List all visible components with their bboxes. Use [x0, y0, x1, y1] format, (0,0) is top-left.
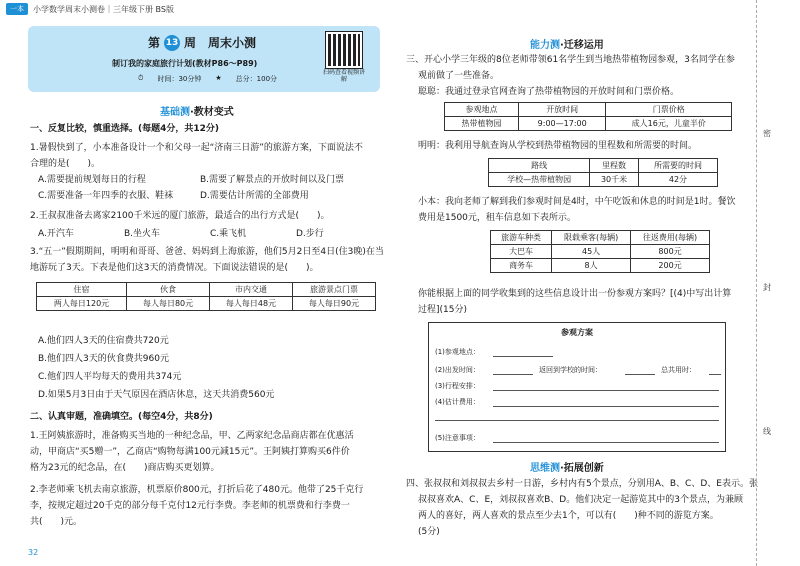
table-header-cell: 门票价格 — [606, 103, 732, 117]
part1-heading: 一、反复比较，慎重选择。(每题4分，共12分) — [30, 124, 220, 134]
plan-item-location: (1)参观地点： — [435, 348, 480, 356]
q1-text-line1: 1.暑假快到了，小本准备设计一个和父母一起“济南三日游”的旅游方案，下面说法不 — [30, 143, 363, 153]
garden-info-table — [444, 102, 732, 131]
total-score: 总分：100分 — [235, 75, 278, 83]
gutter-mark-1: 密 — [763, 129, 771, 138]
table-header-cell: 伙食 — [127, 283, 210, 297]
clock-icon: ⏱ — [138, 74, 144, 82]
q2-option-b: B.坐火车 — [124, 229, 161, 239]
table-cell: 30千米 — [590, 173, 639, 187]
ability-section-sub: ·迁移运用 — [560, 40, 604, 51]
gutter-mark-2: 封 — [763, 283, 771, 292]
table-header-cell: 旅游车种类 — [491, 231, 552, 245]
p3-question-line2: 过程](15分) — [418, 305, 467, 315]
p3-line2: 观前做了一些准备。 — [418, 71, 500, 81]
table-row — [445, 117, 732, 131]
p2q1-line3: 格为23元的纪念品，在( )商店购买更划算。 — [30, 463, 220, 473]
plan-item-duration: 总共用时： — [661, 366, 696, 374]
q3-option-d: D.如果5月3日由于天气原因在酒店休息，这天共消费560元 — [38, 390, 275, 400]
table-cell: 42分 — [638, 173, 717, 187]
p4-line1: 四、张叔叔和刘叔叔去乡村一日游，乡村内有5个景点，分别用A、B、C、D、E表示。张 — [406, 479, 758, 489]
plan-blank-cost-1[interactable] — [493, 406, 719, 407]
p2q1-line2: 动，甲商店“买5赠一”，乙商店“购物每满100元减15元”。王阿姨打算购买6件价 — [30, 447, 350, 457]
table-row — [489, 173, 718, 187]
q1-option-c: C.需要准备一年四季的衣服、鞋袜 — [38, 191, 174, 201]
table-header-row — [445, 103, 732, 117]
page-header — [0, 0, 400, 18]
q3-option-b: B.他们四人3天的伙食费共960元 — [38, 354, 169, 364]
table-cell: 热带植物园 — [445, 117, 519, 131]
table-row — [491, 259, 710, 273]
table-header-cell: 路线 — [489, 159, 590, 173]
plan-blank-notes[interactable] — [493, 442, 719, 443]
page-number: 32 — [28, 548, 39, 557]
time-limit: 时间：30分钟 — [157, 75, 202, 83]
q2-option-c: C.乘飞机 — [210, 229, 247, 239]
p3-xiaoben-line1: 小本：我向老师了解到我们参观时间是4时，中午吃饭和休息的时间是1时。餐饮 — [418, 197, 736, 207]
p4-line3: 两人的喜好，两人喜欢的景点至少去1个，可以有( )种不同的游览方案。 — [418, 511, 719, 521]
score-icon: ★ — [215, 74, 222, 82]
table-cell: 每人每日48元 — [210, 297, 293, 311]
expense-table — [36, 282, 376, 311]
table-cell: 两人每日120元 — [37, 297, 127, 311]
table-cell: 45人 — [552, 245, 631, 259]
table-cell: 每人每日90元 — [293, 297, 376, 311]
table-header-cell: 开放时间 — [518, 103, 606, 117]
week-number-badge: 13 — [164, 35, 180, 51]
p3-mingming: 明明：我利用导航查询从学校到热带植物园的里程数和所需要的时间。 — [418, 141, 698, 151]
week-title — [148, 34, 256, 51]
week-suffix: 周 周末小测 — [184, 36, 257, 50]
banner-meta — [138, 74, 277, 84]
table-header-cell: 限载乘客(每辆) — [552, 231, 631, 245]
table-cell: 大巴车 — [491, 245, 552, 259]
p2q2-line2: 李，按规定超过20千克的部分每千克付12元行李费。李老师的机票费和行李费一 — [30, 501, 350, 511]
plan-item-cost: (4)估计费用： — [435, 398, 480, 406]
header-title: 小学数学周末小测卷｜三年级下册 BS版 — [33, 4, 174, 14]
q1-option-b: B.需要了解景点的开放时间以及门票 — [200, 175, 345, 185]
table-header-cell: 往返费用(每辆) — [631, 231, 710, 245]
table-cell: 200元 — [631, 259, 710, 273]
q2-option-a: A.开汽车 — [38, 229, 74, 239]
plan-blank-itinerary[interactable] — [493, 390, 719, 391]
table-cell: 每人每日80元 — [127, 297, 210, 311]
part2-heading: 二、认真审题，准确填空。(每空4分，共8分) — [30, 412, 213, 422]
banner-subtitle: 制订我的家庭旅行计划(教材P86～P89) — [112, 59, 258, 68]
table-header-cell: 所需要的时间 — [638, 159, 717, 173]
q2-text: 2.王叔叔准备去离家2100千米远的厦门旅游，最适合的出行方式是( )。 — [30, 211, 330, 221]
table-row — [37, 297, 376, 311]
basic-section-title — [160, 103, 234, 118]
table-header-row — [489, 159, 718, 173]
table-cell: 8人 — [552, 259, 631, 273]
q1-option-d: D.需要估计所需的全部费用 — [200, 191, 309, 201]
route-table — [488, 158, 718, 187]
basic-section-sub: ·教材变式 — [190, 107, 234, 118]
basic-section-name: 基础测 — [160, 107, 190, 118]
table-header-cell: 里程数 — [590, 159, 639, 173]
p3-xiaoben-line2: 费用是1500元，租车信息如下表所示。 — [418, 213, 576, 223]
ability-section-title — [530, 36, 604, 51]
table-cell: 成人16元，儿童半价 — [606, 117, 732, 131]
thinking-section-name: 思维测 — [530, 463, 560, 474]
binding-line — [756, 0, 758, 566]
p4-line2: 叔叔喜欢A、C、E，刘叔叔喜欢B、D。他们决定一起游览其中的3个景点，为兼顾 — [418, 495, 743, 505]
p2q1-line1: 1.王阿姨旅游时，准备购买当地的一种纪念品，甲、乙两家纪念品商店都在优惠活 — [30, 431, 354, 441]
table-row — [491, 245, 710, 259]
plan-item-itinerary: (3)行程安排： — [435, 382, 480, 390]
table-cell: 学校—热带植物园 — [489, 173, 590, 187]
table-header-cell: 住宿 — [37, 283, 127, 297]
table-header-row — [491, 231, 710, 245]
p3-congcong: 聪聪：我通过登录官网查询了热带植物园的开放时间和门票价格。 — [418, 87, 680, 97]
gutter-mark-3: 线 — [763, 427, 771, 436]
plan-item-return: 返回到学校的时间： — [539, 366, 602, 374]
plan-blank-location[interactable] — [493, 356, 553, 357]
table-header-row — [37, 283, 376, 297]
q1-text-line2: 合理的是( )。 — [30, 159, 101, 169]
q3-text-line2: 地游玩了3天。下表是他们这3天的消费情况。下面说法错误的是( )。 — [30, 263, 319, 273]
qr-caption: 扫码查看视频讲解 — [322, 69, 365, 83]
table-cell: 9:00—17:00 — [518, 117, 606, 131]
p2q2-line3: 共( )元。 — [30, 517, 83, 527]
thinking-section-title — [530, 459, 604, 474]
plan-item-departure: (2)出发时间： — [435, 366, 480, 374]
thinking-section-sub: ·拓展创新 — [560, 463, 604, 474]
plan-blank-cost-2[interactable] — [435, 420, 719, 421]
p3-question-line1: 你能根据上面的同学收集到的这些信息设计出一份参观方案吗？[(4)中写出计算 — [418, 289, 732, 299]
plan-blank-return[interactable] — [625, 374, 655, 375]
title-banner — [28, 26, 380, 92]
qr-code-icon[interactable] — [326, 32, 362, 68]
q2-option-d: D.步行 — [296, 229, 324, 239]
q3-option-c: C.他们四人平均每天的费用共374元 — [38, 372, 182, 382]
brand-logo: 一本 — [6, 3, 28, 15]
plan-title: 参观方案 — [561, 328, 593, 337]
q3-text-line1: 3.“五一”假期期间，明明和哥哥、爸爸、妈妈到上海旅游，他们5月2日至4日(住3晚)在当 — [30, 247, 384, 257]
plan-blank-duration[interactable] — [709, 374, 721, 375]
p2q2-line1: 2.李老师乘飞机去南京旅游，机票原价800元，打折后花了480元。他带了25千克行 — [30, 485, 364, 495]
p3-line1: 三、开心小学三年级的8位老师带领61名学生到当地热带植物园参观，3名同学在参 — [406, 55, 735, 65]
table-header-cell: 参观地点 — [445, 103, 519, 117]
q3-option-a: A.他们四人3天的住宿费共720元 — [38, 336, 169, 346]
ability-section-name: 能力测 — [530, 40, 560, 51]
week-prefix: 第 — [148, 36, 161, 50]
p4-line4: (5分) — [418, 527, 440, 537]
plan-item-notes: (5)注意事项： — [435, 434, 480, 442]
table-header-cell: 市内交通 — [210, 283, 293, 297]
table-cell: 商务车 — [491, 259, 552, 273]
visit-plan-box — [428, 322, 726, 452]
plan-blank-departure[interactable] — [493, 374, 533, 375]
q1-option-a: A.需要提前规划每日的行程 — [38, 175, 146, 185]
table-cell: 800元 — [631, 245, 710, 259]
bus-rental-table — [490, 230, 710, 273]
table-header-cell: 旅游景点门票 — [293, 283, 376, 297]
